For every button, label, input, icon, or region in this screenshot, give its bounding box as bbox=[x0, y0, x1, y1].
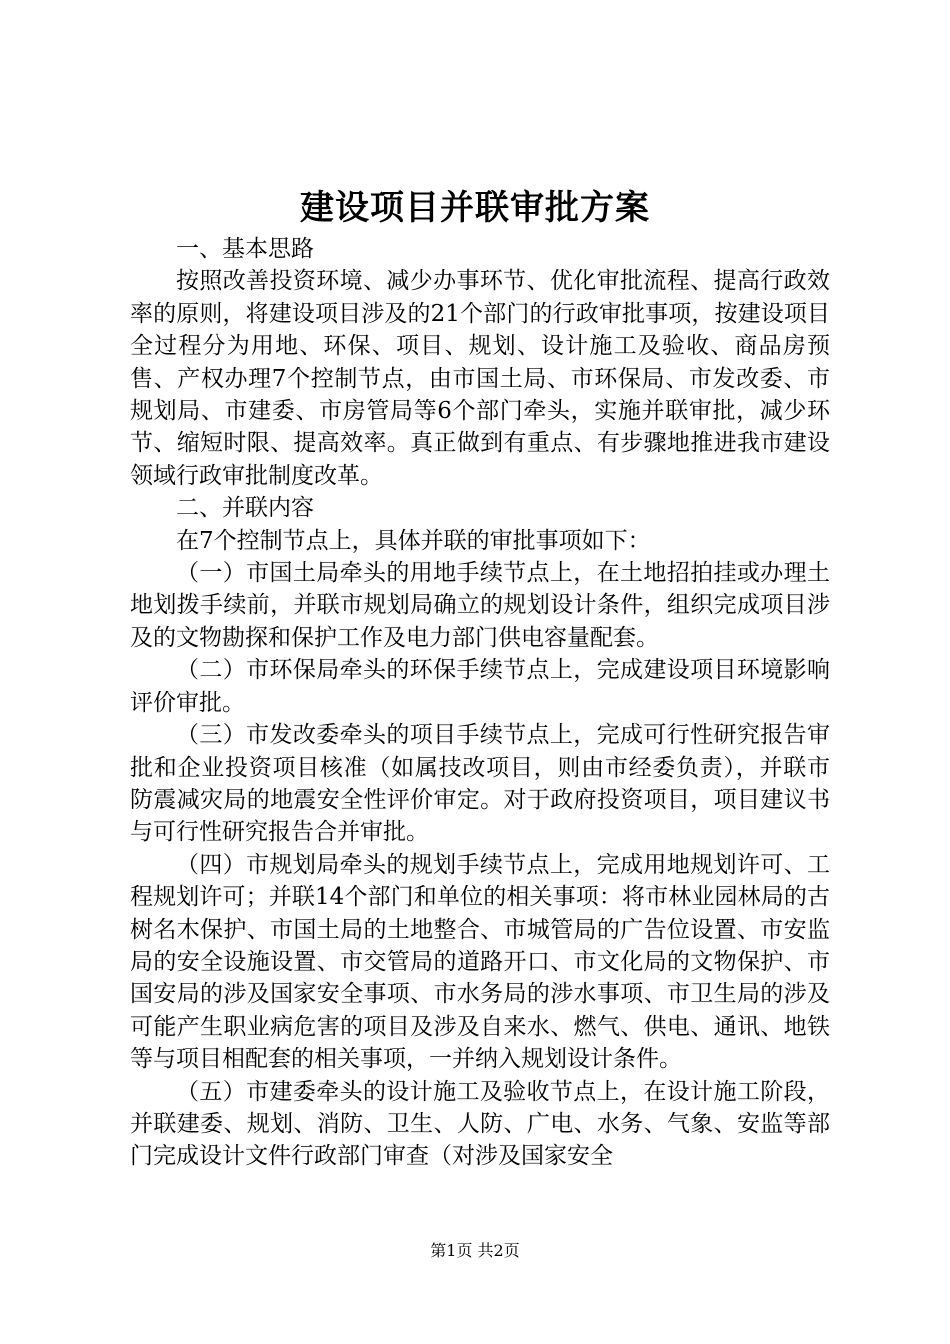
paragraph-item-4: （四）市规划局牵头的规划手续节点上，完成用地规划许可、工程规划许可；并联14个部门和单位的相关事项：将市林业园林局的古树名木保护、市国土局的土地整合、市城管局的广告位设置、市安监局的安全设施设置、市交管局的道路开口、市文化局的文物保护、市国安局的涉及国家安全事项、市水务局的涉水事项、市卫生局的涉及可能产生职业病危害的项目及涉及自来水、燃气、供电、通讯、地铁等与项目相配套的相关事项，一并纳入规划设计条件。 bbox=[130, 851, 830, 1073]
paragraph-basic-idea: 按照改善投资环境、减少办事环节、优化审批流程、提高行政效率的原则，将建设项目涉及的21个部门的行政审批事项，按建设项目全过程分为用地、环保、项目、规划、设计施工及验收、商品房预售、产权办理7个控制节点，由市国土局、市环保局、市发改委、市规划局、市建委、市房管局等6个部门牵头，实施并联审批，减少环节、缩短时限、提高效率。真正做到有重点、有步骤地推进我市建设领域行政审批制度改革。 bbox=[130, 268, 830, 489]
paragraph-intro: 在7个控制节点上，具体并联的审批事项如下： bbox=[176, 527, 651, 554]
section-heading-basic-idea: 一、基本思路 bbox=[176, 236, 314, 262]
paragraph-item-3: （三）市发改委牵头的项目手续节点上，完成可行性研究报告审批和企业投资项目核准（如属技改项目，则由市经委负责），并联市防震减灾局的地震安全性评价审定。对于政府投资项目，项目建议书与可行性研究报告合并审批。 bbox=[130, 722, 830, 846]
paragraph-item-5: （五）市建委牵头的设计施工及验收节点上，在设计施工阶段，并联建委、规划、消防、卫生、人防、广电、水务、气象、安监等部门完成设计文件行政部门审查（对涉及国家安全 bbox=[130, 1078, 830, 1170]
paragraph-item-1: （一）市国土局牵头的用地手续节点上，在土地招拍挂或办理土地划拨手续前，并联市规划局确立的规划设计条件，组织完成项目涉及的文物勘探和保护工作及电力部门供电容量配套。 bbox=[130, 560, 830, 651]
document-title: 建设项目并联审批方案 bbox=[300, 188, 650, 228]
page-footer: 第1页 共2页 bbox=[430, 1241, 520, 1260]
section-heading-parallel-content: 二、并联内容 bbox=[176, 495, 314, 522]
document-body bbox=[130, 233, 830, 1173]
paragraph-item-2: （二）市环保局牵头的环保手续节点上，完成建设项目环境影响评价审批。 bbox=[130, 657, 830, 716]
